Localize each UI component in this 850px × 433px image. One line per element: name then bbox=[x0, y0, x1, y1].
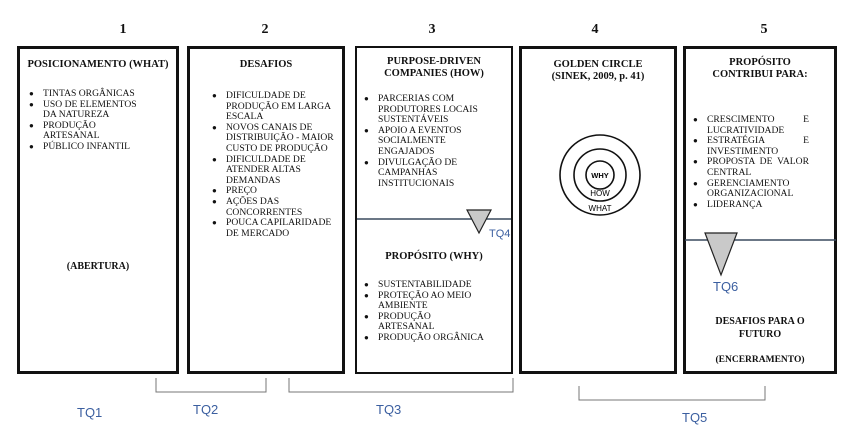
list-item: ● PRODUÇÃO ORGÂNICA bbox=[378, 333, 502, 344]
column-number-2: 2 bbox=[261, 22, 269, 37]
tq4-label: TQ4 bbox=[489, 228, 511, 240]
list-item: ● PROTEÇÃO AO MEIO AMBIENTE bbox=[378, 291, 502, 312]
list-item: ● PRODUÇÃO ARTESANAL bbox=[43, 121, 123, 142]
list-item: ● PARCERIAS COM PRODUTORES LOCAIS SUSTENTÁVEIS bbox=[378, 94, 496, 126]
list-item: ● CRESCIMENTO E LUCRATIVIDADE bbox=[707, 115, 809, 136]
list-item: ● LIDERANÇA bbox=[707, 200, 809, 211]
list-item: ● PRODUÇÃO ARTESANAL bbox=[378, 312, 448, 333]
list-item: ● PREÇO bbox=[226, 186, 342, 197]
box-purpose-driven-title: PURPOSE-DRIVEN COMPANIES (HOW) bbox=[384, 56, 484, 79]
box-purpose-contributes-title: PROPÓSITO CONTRIBUI PARA: bbox=[712, 57, 808, 80]
list-item: ● TINTAS ORGÂNICAS bbox=[43, 89, 176, 100]
list-item: ● NOVOS CANAIS DE DISTRIBUIÇÃO - MAIOR CUSTO DE PRODUÇÃO bbox=[226, 123, 342, 155]
tq1-label: TQ1 bbox=[77, 405, 103, 420]
tq5-label: TQ5 bbox=[682, 410, 708, 425]
column-number-4: 4 bbox=[591, 22, 599, 37]
tq3-label: TQ3 bbox=[376, 402, 402, 417]
golden-circle-citation: (SINEK, 2009, p. 41) bbox=[551, 71, 645, 82]
list-item: ● AÇÕES DAS CONCORRENTES bbox=[226, 197, 342, 218]
box-challenges-title: DESAFIOS bbox=[239, 59, 293, 70]
box-positioning-title: POSICIONAMENTO (WHAT) bbox=[27, 59, 169, 70]
box-purpose-footer: (ENCERRAMENTO) bbox=[715, 355, 805, 365]
tq2-label: TQ2 bbox=[193, 402, 219, 417]
list-item: ● PÚBLICO INFANTIL bbox=[43, 142, 176, 153]
bracket-tq5 bbox=[579, 386, 765, 400]
list-item: ● POUCA CAPILARIDADE DE MERCADO bbox=[226, 218, 342, 239]
list-item: ● ESTRATÉGIA E INVESTIMENTO bbox=[707, 136, 809, 157]
list-item: ● APOIO A EVENTOS SOCIALMENTE ENGAJADOS bbox=[378, 126, 496, 158]
column-number-5: 5 bbox=[760, 22, 768, 37]
list-item: ● DIVULGAÇÃO DE CAMPANHAS INSTITUCIONAIS bbox=[378, 158, 496, 190]
list-item: ● DIFICULDADE DE ATENDER ALTAS DEMANDAS bbox=[226, 155, 342, 187]
circle-label-what: WHAT bbox=[588, 204, 612, 213]
list-item: ● SUSTENTABILIDADE bbox=[378, 280, 502, 291]
list-item: ● DIFICULDADE DE PRODUÇÃO EM LARGA ESCALA bbox=[226, 91, 342, 123]
golden-circle-title: GOLDEN CIRCLE bbox=[553, 59, 643, 70]
circle-label-why: WHY bbox=[591, 171, 609, 180]
list-item: ● GERENCIAMENTO ORGANIZACIONAL bbox=[707, 179, 809, 200]
tq4-triangle bbox=[467, 210, 491, 233]
list-item: ● PROPOSTA DE VALOR CENTRAL bbox=[707, 157, 809, 178]
bracket-tq2 bbox=[156, 378, 266, 392]
circle-label-how: HOW bbox=[590, 189, 610, 198]
tq6-triangle bbox=[705, 233, 737, 275]
tq6-label: TQ6 bbox=[713, 279, 739, 294]
column-number-1: 1 bbox=[119, 22, 127, 37]
list-item: ● USO DE ELEMENTOS DA NATUREZA bbox=[43, 100, 143, 121]
column-number-3: 3 bbox=[428, 22, 436, 37]
box-future-challenges-title: DESAFIOS PARA O FUTURO bbox=[715, 316, 805, 340]
box-why-title: PROPÓSITO (WHY) bbox=[385, 251, 483, 262]
box-positioning-footer: (ABERTURA) bbox=[66, 261, 130, 272]
bracket-tq3 bbox=[289, 378, 513, 392]
